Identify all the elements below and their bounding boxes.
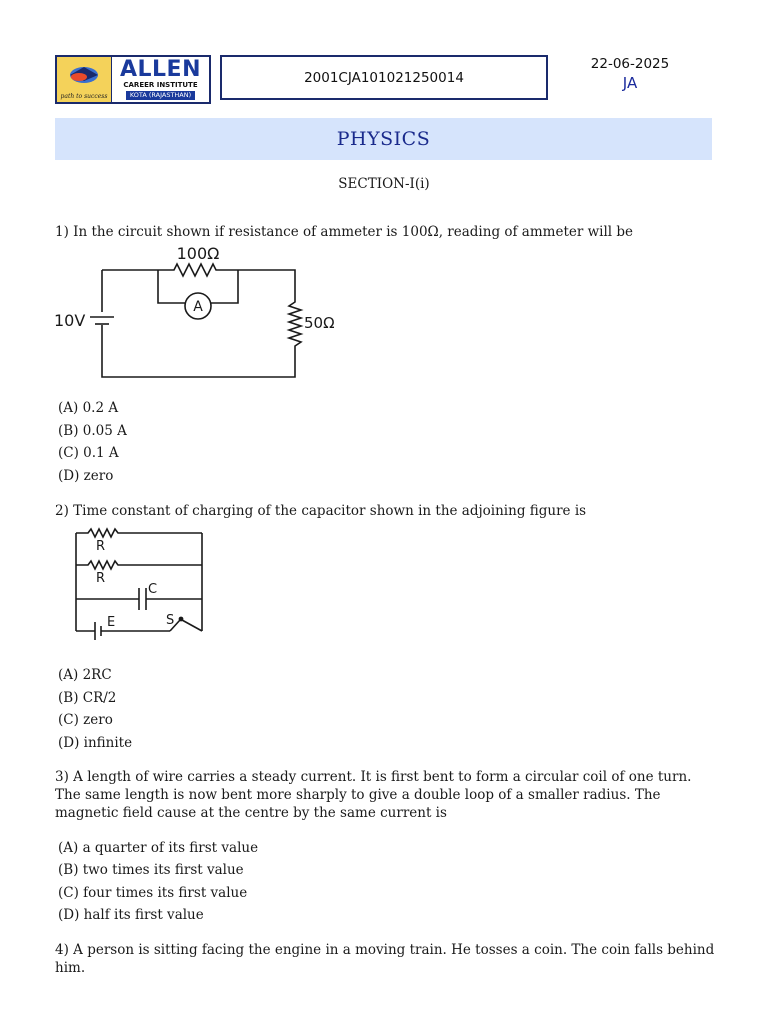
- logo-tagline: path to success: [60, 93, 108, 100]
- q3-option-d[interactable]: (D) half its first value: [58, 907, 204, 923]
- q2-capacitor-label: C: [148, 582, 158, 597]
- q1-option-d[interactable]: (D) zero: [58, 468, 114, 484]
- q1-ammeter-label: A: [193, 299, 203, 315]
- q1-resistor-100-label: 100Ω: [176, 244, 220, 263]
- q1-option-a[interactable]: (A) 0.2 A: [58, 400, 119, 416]
- q3-option-a[interactable]: (A) a quarter of its first value: [58, 840, 259, 856]
- logo-subtitle: CAREER INSTITUTE: [123, 81, 198, 89]
- q2-circuit-diagram: [70, 525, 210, 645]
- paper-code: 2001CJA101021250014: [220, 55, 548, 100]
- logo-emblem-icon: [57, 57, 112, 102]
- q1-circuit-diagram: [50, 240, 350, 385]
- section-title: SECTION-I(i): [338, 176, 430, 192]
- q2-resistor-2-label: R: [96, 571, 106, 586]
- question-3-text: 3) A length of wire carries a steady current. It is first bent to form a circular coil of one turn. The same length is now bent more sharply to give a double loop of a smaller radius. The magnetic field cause at the centre by the same current is: [55, 769, 692, 821]
- question-2-text: 2) Time constant of charging of the capacitor shown in the adjoining figure is: [55, 503, 587, 519]
- logo-place: KOTA (RAJASTHAN): [126, 91, 195, 100]
- q1-resistor-50-label: 50Ω: [304, 314, 335, 332]
- q2-resistor-1-label: R: [96, 539, 106, 554]
- logo-brand: ALLEN: [119, 57, 201, 82]
- allen-logo: [55, 55, 211, 104]
- paper-date: 22-06-2025: [590, 56, 670, 72]
- q1-option-b[interactable]: (B) 0.05 A: [58, 423, 127, 439]
- language-code: JA: [622, 74, 638, 92]
- q2-battery-label: E: [107, 615, 116, 630]
- q3-option-b[interactable]: (B) two times its first value: [58, 862, 244, 878]
- question-4-text: 4) A person is sitting facing the engine in a moving train. He tosses a coin. The coin falls behind him.: [55, 942, 715, 976]
- q1-option-c[interactable]: (C) 0.1 A: [58, 445, 119, 461]
- question-1-text: 1) In the circuit shown if resistance of ammeter is 100Ω, reading of ammeter will be: [55, 224, 634, 240]
- q1-battery-label: 10V: [54, 311, 86, 330]
- q2-switch-label: S: [166, 613, 175, 628]
- q3-option-c[interactable]: (C) four times its first value: [58, 885, 248, 901]
- q2-option-d[interactable]: (D) infinite: [58, 735, 133, 751]
- q2-option-a[interactable]: (A) 2RC: [58, 667, 112, 683]
- q2-option-b[interactable]: (B) CR/2: [58, 690, 117, 706]
- q2-option-c[interactable]: (C) zero: [58, 712, 113, 728]
- subject-title: PHYSICS: [55, 118, 712, 160]
